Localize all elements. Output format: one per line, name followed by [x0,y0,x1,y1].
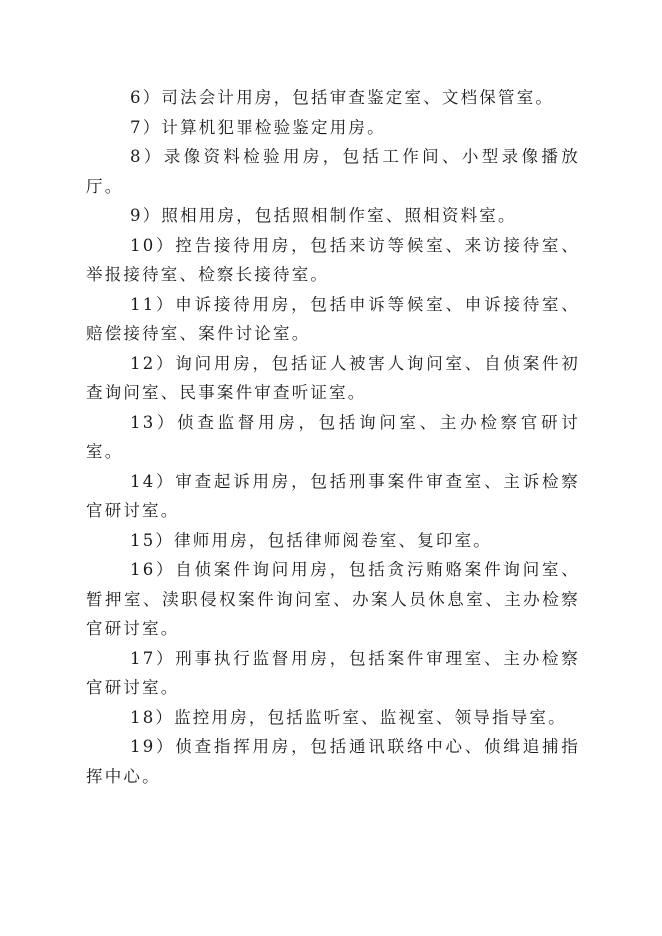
paragraph-6: 6）司法会计用房，包括审查鉴定室、文档保管室。 [130,88,555,107]
paragraph-9: 9）照相用房，包括照相制作室、照相资料室。 [130,206,517,225]
paragraph-12: 12）询问用房，包括证人被害人询问室、自侦案件初查询问室、民事案件审查听证室。 [86,353,580,402]
paragraph-13: 13）侦查监督用房，包括询问室、主办检察官研讨室。 [86,412,580,461]
paragraph-19: 19）侦查指挥用房，包括通讯联络中心、侦缉追捕指挥中心。 [86,737,580,786]
paragraph-14: 14）审查起诉用房，包括刑事案件审查室、主诉检察官研讨室。 [86,471,580,520]
paragraph-11: 11）申诉接待用房，包括申诉等候室、申诉接待室、赔偿接待室、案件讨论室。 [86,294,580,343]
document-body [86,83,580,791]
paragraph-8: 8）录像资料检验用房，包括工作间、小型录像播放厅。 [86,147,580,196]
paragraph-7: 7）计算机犯罪检验鉴定用房。 [130,117,386,137]
paragraph-17: 17）刑事执行监督用房，包括案件审理室、主办检察官研讨室。 [86,648,580,697]
paragraph-15: 15）律师用房，包括律师阅卷室、复印室。 [130,530,492,550]
paragraph-18: 18）监控用房，包括监听室、监视室、领导指导室。 [130,707,567,727]
paragraph-10: 10）控告接待用房，包括来访等候室、来访接待室、举报接待室、检察长接待室。 [86,235,580,284]
paragraph-16: 16）自侦案件询问用房，包括贪污贿赂案件询问室、暂押室、渎职侵权案件询问室、办案人员休息室、主办检察官研讨室。 [86,560,580,638]
